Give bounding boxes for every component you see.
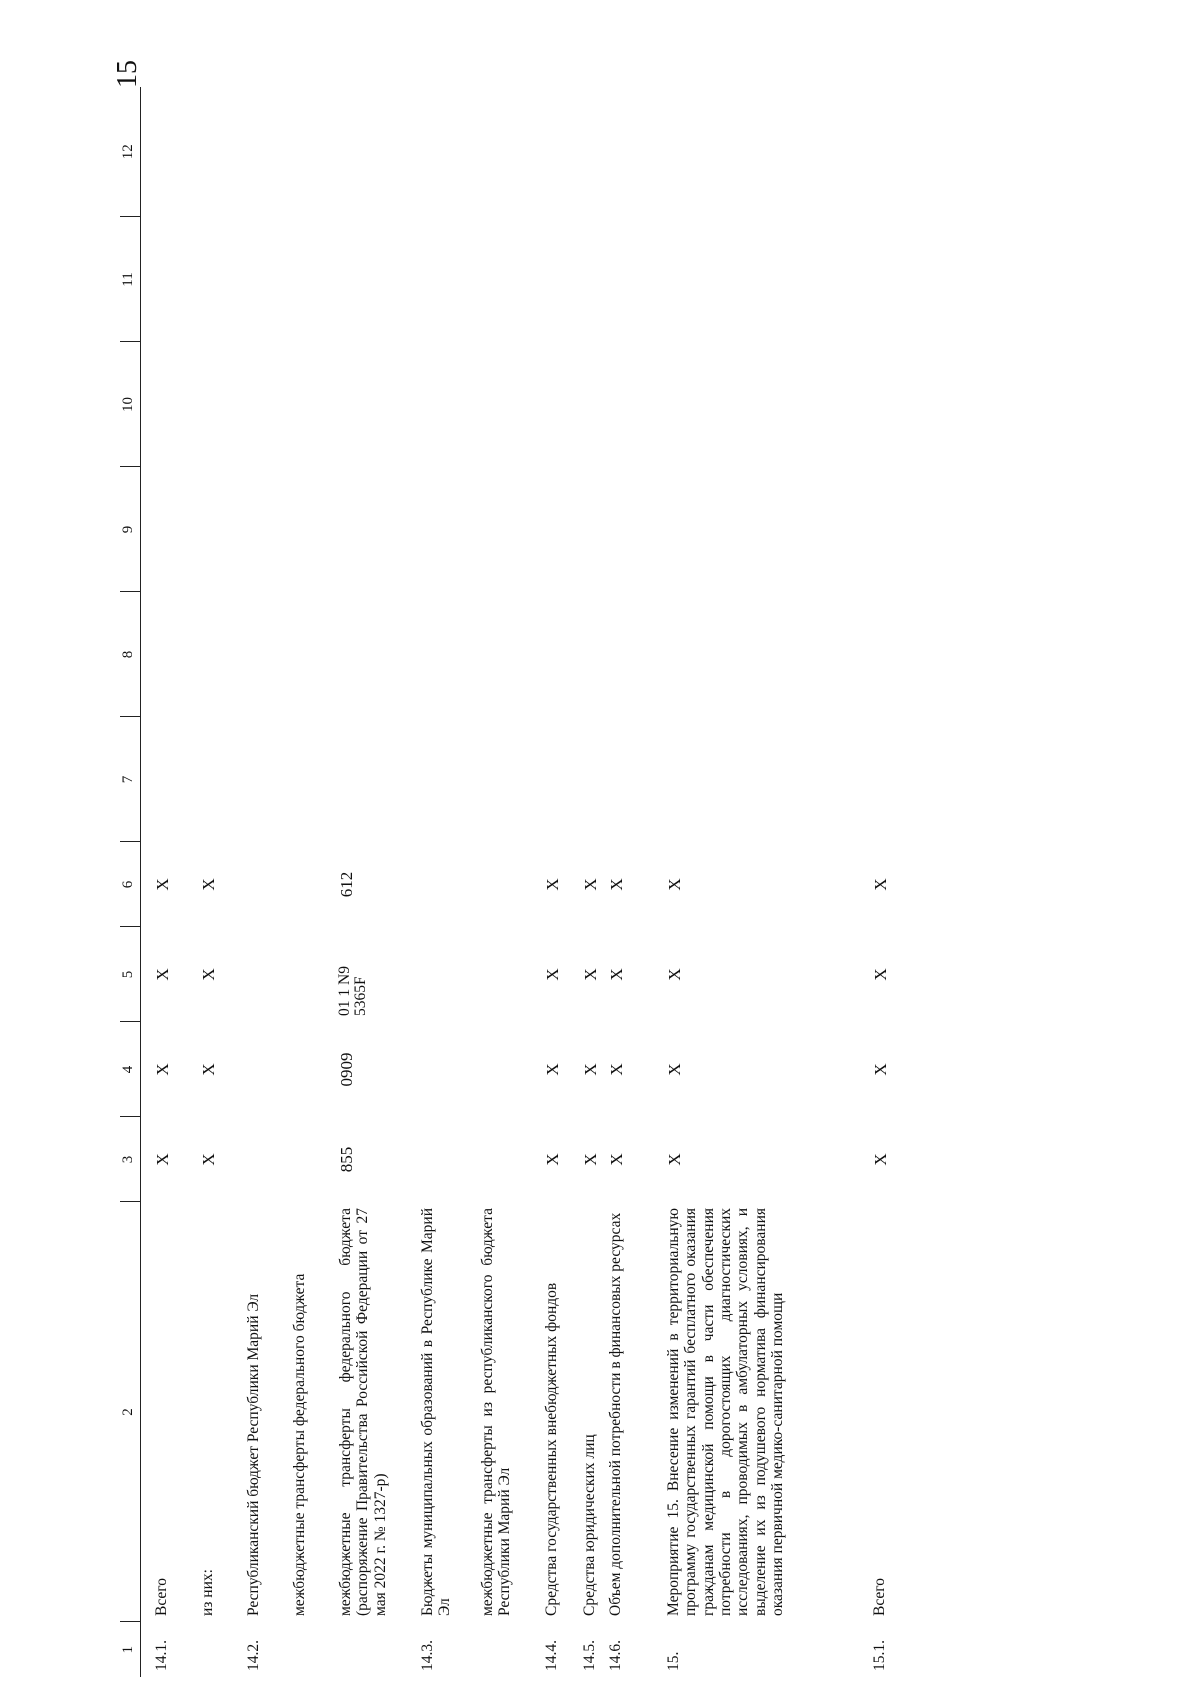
- table-row: [541, 87, 579, 1677]
- row-name: межбюджетные трансферты федерального бюджета (распоряжение Правительства Российской Федерации от 27 мая 2022 г. № 1327-р): [337, 1208, 389, 1616]
- table-row: [869, 87, 909, 1677]
- page-number: 15: [112, 60, 143, 88]
- column-header: 11: [120, 217, 141, 342]
- cell-value: [417, 1022, 477, 1117]
- row-name: Мероприятие 15. Внесение изменений в территориальную программу государственных гарантий бесплатного оказания гражданам медицинской помощи в части обеспечения потребности в дорогостоящих диагностических исследованиях, проводимых в амбулаторных условиях, и выделение их из подушевого норматива финансирования оказания первичной медико-санитарной помощи: [665, 1208, 787, 1616]
- row-number: 15.1.: [871, 1640, 888, 1671]
- cell-value: Х: [543, 878, 562, 891]
- table-row: [151, 87, 197, 1677]
- cell-value: [477, 842, 541, 927]
- row-number: [335, 1622, 417, 1677]
- row-name: Объем дополнительной потребности в финансовых ресурсах: [607, 1212, 624, 1616]
- table-row: [289, 87, 335, 1677]
- row-name: Всего: [871, 1577, 888, 1616]
- row-number: [289, 1622, 335, 1677]
- row-number: 14.6.: [607, 1640, 624, 1671]
- column-header: 12: [120, 87, 141, 217]
- cell-value: Х: [543, 1153, 562, 1166]
- row-name: Бюджеты муниципальных образований в Республике Марий Эл: [419, 1208, 454, 1616]
- row-name: из них:: [199, 1569, 216, 1616]
- row-number: 14.5.: [581, 1640, 598, 1671]
- cell-value: Х: [581, 878, 600, 891]
- row-name: Средства юридических лиц: [581, 1434, 598, 1616]
- cell-value: Х: [665, 878, 684, 891]
- column-header: 5: [120, 927, 141, 1022]
- table-row: [477, 87, 541, 1677]
- cell-value: [243, 842, 289, 927]
- table-row: [243, 87, 289, 1677]
- column-header: 10: [120, 342, 141, 467]
- column-header: 7: [120, 717, 141, 842]
- cell-value: Х: [153, 968, 172, 981]
- cell-value: Х: [871, 878, 890, 891]
- cell-value: [417, 1117, 477, 1202]
- cell-value: Х: [581, 968, 600, 981]
- cell-value: Х: [607, 1063, 626, 1076]
- cell-value: 855: [337, 1146, 356, 1173]
- cell-value: [243, 1117, 289, 1202]
- column-header: 1: [120, 1622, 141, 1677]
- cell-value: [289, 927, 335, 1022]
- cell-value: [417, 842, 477, 927]
- table-row: [197, 87, 243, 1677]
- column-header: 9: [120, 467, 141, 592]
- row-name: Республиканский бюджет Республики Марий Эл: [245, 1293, 262, 1616]
- column-header: 3: [120, 1117, 141, 1202]
- cell-value: Х: [871, 1153, 890, 1166]
- row-number: 15.: [665, 1651, 682, 1671]
- cell-value: Х: [199, 1063, 218, 1076]
- table-row: [417, 87, 477, 1677]
- table-row: [605, 87, 663, 1677]
- cell-value: [243, 1022, 289, 1117]
- row-number: 14.1.: [153, 1640, 170, 1671]
- row-number: 14.4.: [543, 1640, 560, 1671]
- cell-value: [477, 1117, 541, 1202]
- cell-value: Х: [665, 1153, 684, 1166]
- cell-value: [417, 927, 477, 1022]
- budget-table: [120, 87, 909, 1677]
- cell-value: Х: [199, 878, 218, 891]
- cell-value: Х: [665, 1063, 684, 1076]
- cell-value: 01 1 N9 5365F: [336, 966, 370, 1016]
- cell-value: Х: [153, 1153, 172, 1166]
- cell-value: Х: [607, 968, 626, 981]
- cell-value: [243, 927, 289, 1022]
- cell-value: Х: [543, 1063, 562, 1076]
- rotated-table-sheet: [120, 87, 1040, 1677]
- cell-value: Х: [607, 878, 626, 891]
- cell-value: Х: [199, 968, 218, 981]
- cell-value: Х: [153, 1063, 172, 1076]
- column-header: 8: [120, 592, 141, 717]
- cell-value: Х: [871, 1063, 890, 1076]
- cell-value: Х: [581, 1063, 600, 1076]
- cell-value: Х: [199, 1153, 218, 1166]
- table-row: [663, 87, 869, 1677]
- cell-value: [477, 927, 541, 1022]
- cell-value: Х: [871, 968, 890, 981]
- table-row: [335, 87, 417, 1677]
- row-name: Всего: [153, 1577, 170, 1616]
- cell-value: [289, 1022, 335, 1117]
- cell-value: 0909: [337, 1052, 356, 1087]
- column-header: 6: [120, 842, 141, 927]
- cell-value: Х: [581, 1153, 600, 1166]
- row-number: [477, 1622, 541, 1677]
- cell-value: Х: [607, 1153, 626, 1166]
- cell-value: Х: [665, 968, 684, 981]
- row-number: [197, 1622, 243, 1677]
- cell-value: Х: [543, 968, 562, 981]
- row-number: 14.2.: [245, 1640, 262, 1671]
- row-number: 14.3.: [419, 1640, 436, 1671]
- cell-value: 612: [337, 871, 356, 898]
- cell-value: Х: [153, 878, 172, 891]
- table-row: [579, 87, 605, 1677]
- cell-value: [477, 1022, 541, 1117]
- column-number-row: [120, 87, 141, 1677]
- cell-value: [289, 842, 335, 927]
- row-name: Средства государственных внебюджетных фондов: [543, 1282, 560, 1616]
- column-header: 4: [120, 1022, 141, 1117]
- cell-value: [289, 1117, 335, 1202]
- row-name: межбюджетные трансферты федерального бюджета: [291, 1273, 308, 1616]
- row-name: межбюджетные трансферты из республиканского бюджета Республики Марий Эл: [479, 1208, 514, 1616]
- column-header: 2: [120, 1202, 141, 1622]
